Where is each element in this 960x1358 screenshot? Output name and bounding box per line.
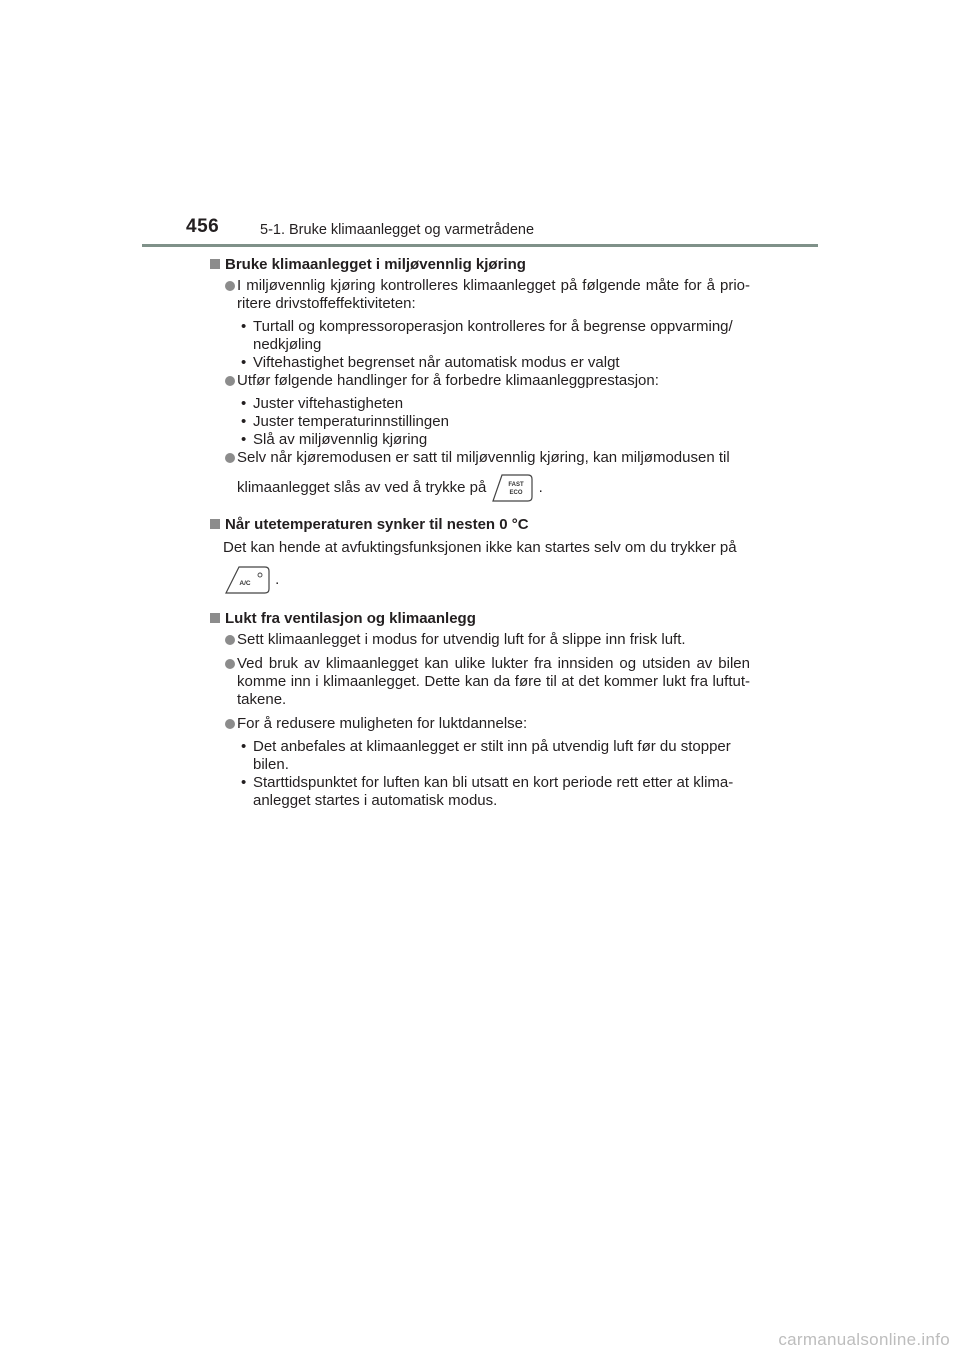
sub-item xyxy=(210,354,750,372)
chapter-title: 5-1. Bruke klimaanlegget og varmetrådene xyxy=(260,222,535,238)
item-text: Selv når kjøremodusen er satt til miljøvennlig kjøring, kan miljømodusen til xyxy=(237,449,730,466)
section-heading xyxy=(210,256,750,274)
page-content xyxy=(210,256,750,810)
sub-item-text: Det anbefales at klimaanlegget er stilt inn på utvendig luft før du stopper bilen. xyxy=(253,738,731,773)
round-bullet-icon xyxy=(225,635,235,645)
ac-button-icon xyxy=(223,565,271,595)
square-bullet-icon xyxy=(210,613,220,623)
section-low-temperature xyxy=(210,516,750,599)
item-text: Sett klimaanlegget i modus for utvendig luft for å slippe inn frisk luft. xyxy=(237,631,686,648)
paragraph-button-line xyxy=(210,565,750,599)
eco-label: ECO xyxy=(509,490,523,496)
sub-item xyxy=(210,318,750,354)
section-title: Lukt fra ventilasjon og klimaanlegg xyxy=(225,610,476,627)
sub-item-text: Starttidspunktet for luften kan bli utsatt en kort periode rett etter at klima-anlegget startes i automatisk modus. xyxy=(253,774,734,809)
sub-item xyxy=(210,738,750,774)
list-item xyxy=(210,631,750,649)
section-title: Bruke klimaanlegget i miljøvennlig kjøring xyxy=(225,256,526,273)
dot-bullet-icon: • xyxy=(241,318,247,335)
round-bullet-icon xyxy=(225,281,235,291)
fast-eco-button-icon xyxy=(490,473,534,503)
sub-item xyxy=(210,413,750,431)
dot-bullet-icon: • xyxy=(241,413,247,430)
section-heading xyxy=(210,610,750,628)
list-item xyxy=(210,277,750,313)
list-item xyxy=(210,449,750,467)
section-title: Når utetemperaturen synker til nesten 0 °C xyxy=(225,516,529,533)
item-text: I miljøvennlig kjøring kontrolleres klimaanlegget på følgende måte for å prio-ritere drivstoffeffektiviteten: xyxy=(237,277,750,312)
dot-bullet-icon: • xyxy=(241,354,247,371)
square-bullet-icon xyxy=(210,259,220,269)
list-item xyxy=(210,655,750,709)
trailing-period: . xyxy=(538,478,543,496)
page-number: 456 xyxy=(186,216,220,237)
list-item xyxy=(210,715,750,733)
section-heading xyxy=(210,516,750,534)
paragraph xyxy=(210,539,750,557)
dot-bullet-icon: • xyxy=(241,431,247,448)
list-item-continuation xyxy=(210,473,750,507)
round-bullet-icon xyxy=(225,719,235,729)
ac-label: A/C xyxy=(239,580,251,587)
item-text: Ved bruk av klimaanlegget kan ulike lukter fra innsiden og utsiden av bilen komme inn i klimaanlegget. Dette kan da føre til at det kommer lukt fra luftut-takene. xyxy=(237,655,750,708)
fast-label: FAST xyxy=(508,482,525,488)
round-bullet-icon xyxy=(225,453,235,463)
sub-item-text: Juster viftehastigheten xyxy=(253,395,404,412)
sub-item xyxy=(210,431,750,449)
item-text: klimaanlegget slås av ved å trykke på xyxy=(237,478,487,496)
square-bullet-icon xyxy=(210,519,220,529)
dot-bullet-icon: • xyxy=(241,738,247,755)
item-text: For å redusere muligheten for luktdannelse: xyxy=(237,715,528,732)
trailing-period: . xyxy=(275,570,280,588)
round-bullet-icon xyxy=(225,376,235,386)
sub-item-text: Juster temperaturinnstillingen xyxy=(253,413,449,430)
section-odor xyxy=(210,610,750,810)
paragraph-text: Det kan hende at avfuktingsfunksjonen ikke kan startes selv om du trykker på xyxy=(223,539,737,556)
sub-item-text: Viftehastighet begrenset når automatisk modus er valgt xyxy=(253,354,620,371)
dot-bullet-icon: • xyxy=(241,395,247,412)
page-header xyxy=(0,0,960,250)
footer-watermark: carmanualsonline.info xyxy=(778,1330,950,1349)
sub-item-text: Turtall og kompressoroperasjon kontrolleres for å begrense oppvarming/ nedkjøling xyxy=(253,318,733,353)
sub-item xyxy=(210,774,750,810)
section-eco-driving xyxy=(210,256,750,507)
item-text: Utfør følgende handlinger for å forbedre klimaanleggprestasjon: xyxy=(237,372,659,389)
list-item xyxy=(210,372,750,390)
sub-item xyxy=(210,395,750,413)
sub-item-text: Slå av miljøvennlig kjøring xyxy=(253,431,428,448)
header-rule xyxy=(142,244,818,247)
dot-bullet-icon: • xyxy=(241,774,247,791)
round-bullet-icon xyxy=(225,659,235,669)
